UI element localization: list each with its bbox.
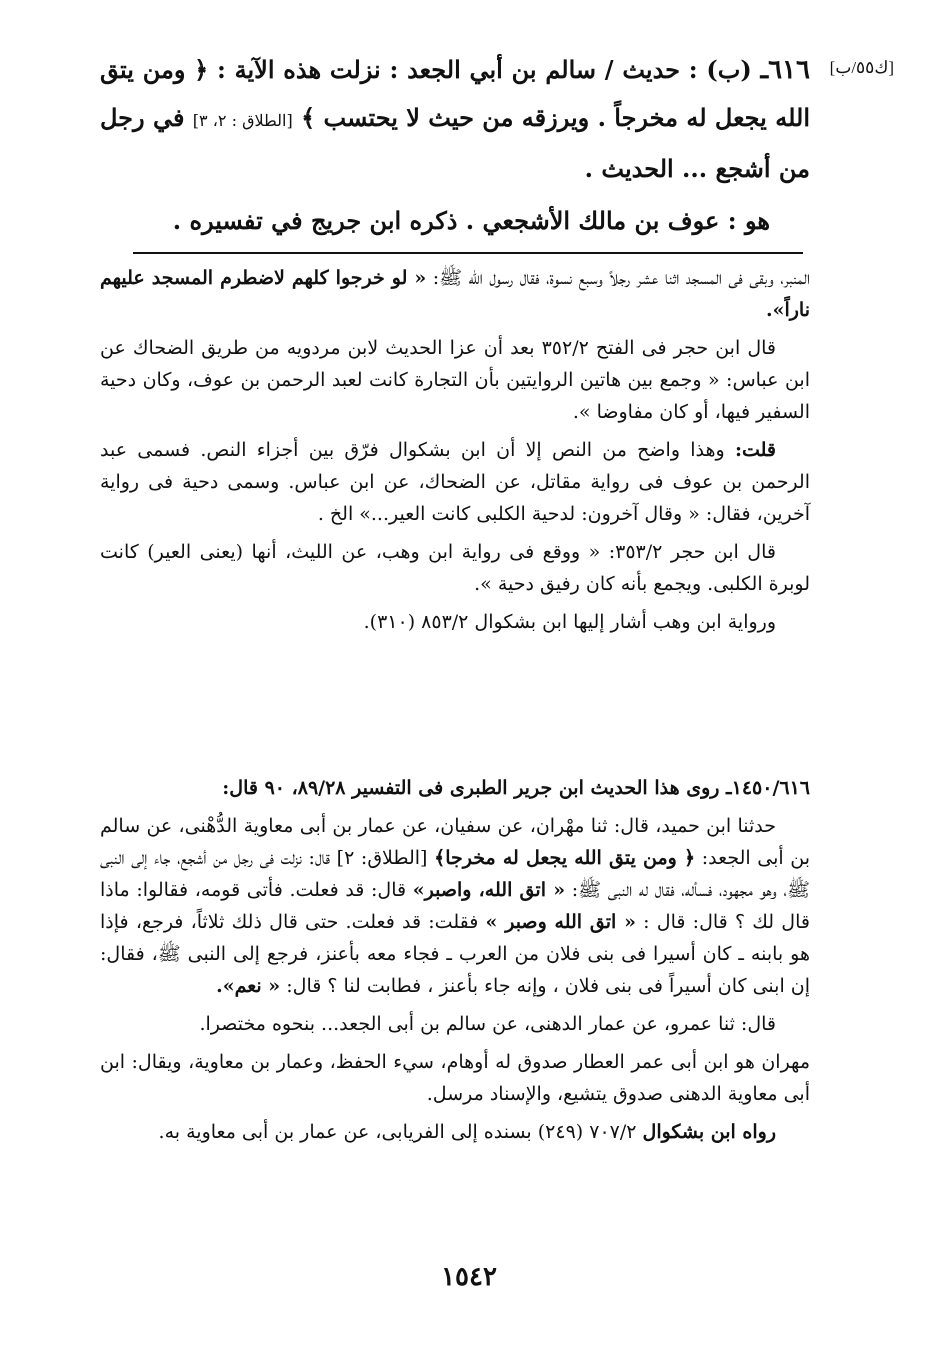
manuscript-reference: [ك٥٥/ب] bbox=[829, 58, 894, 77]
footnote-paragraph: ورواية ابن وهب أشار إليها ابن بشكوال ٨٥٣/٢ (٣١٠). bbox=[363, 611, 776, 633]
footnote-quote: « لو خرجوا كلهم لاضطرم المسجد عليهم ناراً». bbox=[100, 267, 810, 321]
entry-text: (ب) : حديث / سالم بن أبي الجعد : نزلت هذه الآية : ﴿ ومن يتق الله يجعل له مخرجاً . ويرزقه من حيث لا يحتسب ﴾ bbox=[100, 55, 810, 132]
section-paragraph: مهران هو ابن أبى عمر العطار صدوق له أوهام، سيء الحفظ، وعمار بن معاوية، ويقال: ابن أبى معاوية الدهنى صدوق يتشيع، والإسناد مرسل. bbox=[100, 1051, 810, 1105]
section-paragraph bbox=[100, 1116, 810, 1148]
section-text: حدثنا ابن حميد، قال: ثنا مهْران، عن سفيان، عن عمار بن أبى معاوية الدُّهْنى، عن سالم بن أبى الجعد: bbox=[100, 815, 811, 869]
footnote-text: وهذا واضح من النص إلا أن ابن بشكوال فرّق بين أجزاء النص. فسمى عبد الرحمن بن عوف فى رواية مقاتل، عن الضحاك، عن ابن عباس. وسمى دحية فى رواية آخرين، فقال: « وقال آخرون: لدحية الكلبى كانت العير...» الخ . bbox=[100, 439, 810, 525]
hadith-quote: « نعم». bbox=[216, 975, 281, 997]
entry-number: ٦١٦ـ bbox=[760, 55, 810, 85]
section-text: ٧٠٧/٢ (٢٤٩) بسنده إلى الفريابى، عن عمار بن أبى معاوية به. bbox=[158, 1121, 637, 1143]
footnotes bbox=[100, 262, 810, 644]
footnote-separator bbox=[133, 252, 803, 254]
section-text: فقلت: قد فعلت. حتى قال ذلك ثلاثاً، فرجع، فإذا هو بابنه ـ كان أسيرا فى بنى فلان من العرب ـ فجاء معه بأعنز، فرجع إلى النبى ﷺ، فقال: إن ابنى كان أسيراً فى بنى فلان ، وإنه جاء بأعنز ، فطابت لنا ؟ قال: bbox=[100, 911, 810, 997]
section-paragraph: قال: ثنا عمرو، عن عمار الدهنى، عن سالم بن أبى الجعد... بنحوه مختصرا. bbox=[199, 1013, 776, 1035]
section-text: قال: قد فعلت. فأتى قومه، فقالوا: ماذا قال لك ؟ قال: قال : bbox=[100, 879, 810, 933]
section-heading: ١٤٥٠/٦١٦ـ روى هذا الحديث ابن جرير الطبرى فى التفسير ٨٩/٢٨، ٩٠ قال: bbox=[222, 777, 810, 799]
entry-answer: هو : عوف بن مالك الأشجعي . ذكره ابن جريج في تفسيره . bbox=[172, 206, 770, 235]
footnote-paragraph: قال ابن حجر فى الفتح ٣٥٢/٢ بعد أن عزا الحديث لابن مردويه من طريق الضحاك عن ابن عباس: « وجمع بين هاتين الروايتين بأن التجارة كانت لعبد الرحمن بن عوف، وكان دحية السفير فيها، أو كان مفاوضا ». bbox=[100, 337, 810, 423]
section-label: رواه ابن بشكوال bbox=[642, 1121, 776, 1143]
ayah-reference: [الطلاق : ٢، ٣] bbox=[192, 111, 293, 130]
footnote-paragraph: قال ابن حجر ٣٥٣/٢: « ووقع فى رواية ابن وهب، عن الليث، أنها (يعنى العير) كانت لوبرة الكلبى. ويجمع بأنه كان رفيق دحية ». bbox=[100, 541, 810, 595]
footnote-label: قلت: bbox=[734, 439, 776, 461]
hadith-quote: « اتق الله، واصبر» bbox=[412, 879, 566, 901]
footnote-text: المنبر، وبقى فى المسجد اثنا عشر رجلاً وسبع نسوة، فقال رسول الله ﷺ: bbox=[432, 267, 811, 289]
entry-text-continued: في رجل من أشجع ... الحديث . bbox=[100, 103, 810, 183]
footnote-paragraph bbox=[100, 262, 810, 326]
ayah-quote: ﴿ ومن يتق الله يجعل له مخرجا﴾ bbox=[434, 847, 696, 869]
hadith-section bbox=[100, 772, 810, 1154]
entry-header bbox=[100, 46, 810, 241]
section-paragraph bbox=[100, 810, 810, 1002]
page-number: ١٥٤٢ bbox=[441, 1262, 497, 1292]
footnote-paragraph bbox=[100, 434, 810, 530]
hadith-quote: « اتق الله وصبر » bbox=[485, 911, 636, 933]
section-text: [الطلاق: ٢] قال: نزلت فى رجل من أشجع، جاء إلى النبى ﷺ، وهو مجهود، فسأله، فقال له النبى ﷺ: bbox=[100, 847, 810, 901]
entry-paragraph bbox=[100, 46, 810, 193]
